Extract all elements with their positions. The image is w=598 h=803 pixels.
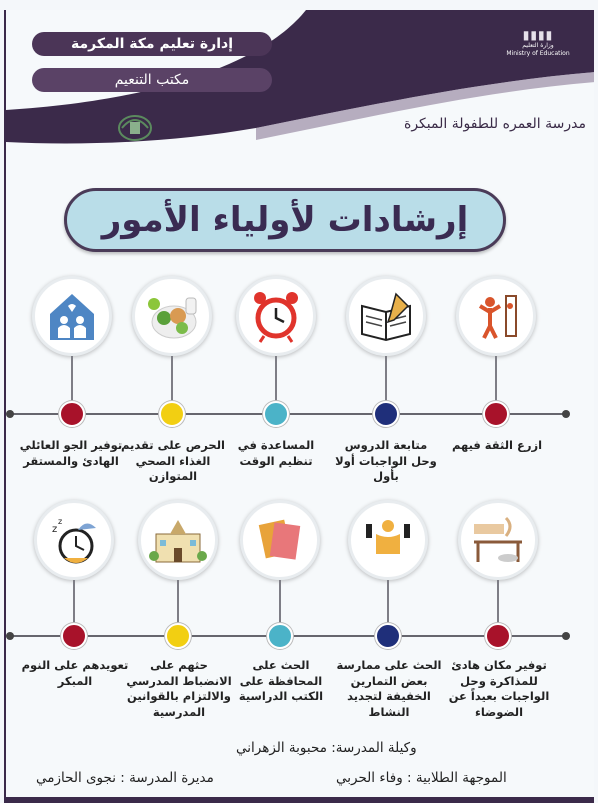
- tip-label: توفير الجو العائلي الهادئ والمستقر: [19, 438, 123, 468]
- moe-logo-ar: وزارة التعليم: [522, 42, 554, 50]
- tip-label: الحث على المحافظة على الكتب الدراسية: [238, 658, 324, 704]
- header: [6, 10, 594, 150]
- timeline-dot: [159, 401, 185, 427]
- timeline-dot: [375, 623, 401, 649]
- healthy-food-icon: [132, 276, 212, 356]
- timeline-dot: [483, 401, 509, 427]
- exercise-icon: [348, 500, 428, 580]
- office-pill: مكتب التنعيم: [32, 68, 272, 92]
- notebook-icon: [346, 276, 426, 356]
- timeline-dot: [373, 401, 399, 427]
- tip-label: تعويدهم على النوم المبكر: [21, 658, 129, 688]
- confidence-icon: [456, 276, 536, 356]
- student-counselor: الموجهة الطلابية : وفاء الحربي: [336, 770, 507, 786]
- bottom-bar: [6, 797, 594, 803]
- tip-label: متابعة الدروس وحل الواجبات أولا بأول: [335, 438, 437, 484]
- books-icon: [240, 500, 320, 580]
- tip-label: الحرص على تقديم الغذاء الصحي المتوازن: [121, 438, 225, 484]
- moe-logo: [498, 28, 578, 68]
- title-box: [64, 188, 506, 252]
- principal: مديرة المدرسة : نجوى الحازمي: [36, 770, 214, 786]
- school-building-icon: [138, 500, 218, 580]
- tip-label: توفير مكان هادئ للمذاكرة وحل الواجبات بعيداً عن الضوضاء: [448, 658, 550, 719]
- svg-text:z: z: [58, 517, 63, 526]
- timeline-dot: [165, 623, 191, 649]
- moe-logo-icon: ▮▮▮▮: [522, 28, 554, 42]
- poster: [4, 10, 594, 803]
- timeline-dot: [61, 623, 87, 649]
- sleep-clock-icon: [34, 500, 114, 580]
- timeline-dot: [267, 623, 293, 649]
- moe-logo-en: Ministry of Education: [506, 49, 570, 57]
- vice-principal: وكيلة المدرسة: محبوبة الزهراني: [236, 740, 417, 756]
- timeline-dot: [263, 401, 289, 427]
- page-title: إرشادات لأولياء الأمور: [101, 200, 469, 240]
- svg-text:z: z: [52, 524, 58, 535]
- school-emblem-icon: [110, 110, 160, 146]
- alarm-clock-icon: [236, 276, 316, 356]
- tip-label: المساعدة في تنظيم الوقت: [237, 438, 315, 468]
- school-name: مدرسة العمره للطفولة المبكرة: [404, 116, 586, 132]
- family-home-icon: [32, 276, 112, 356]
- study-desk-icon: [458, 500, 538, 580]
- tip-label: حثهم على الانضباط المدرسي والالتزام بالقوانين المدرسية: [126, 658, 232, 719]
- tip-label: الحث على ممارسة بعض التمارين الخفيفة لتجديد النشاط: [336, 658, 442, 719]
- timeline-dot: [59, 401, 85, 427]
- timeline-dot: [485, 623, 511, 649]
- tip-label: ازرع الثقة فيهم: [451, 438, 543, 452]
- directorate-pill: إدارة تعليم مكة المكرمة: [32, 32, 272, 56]
